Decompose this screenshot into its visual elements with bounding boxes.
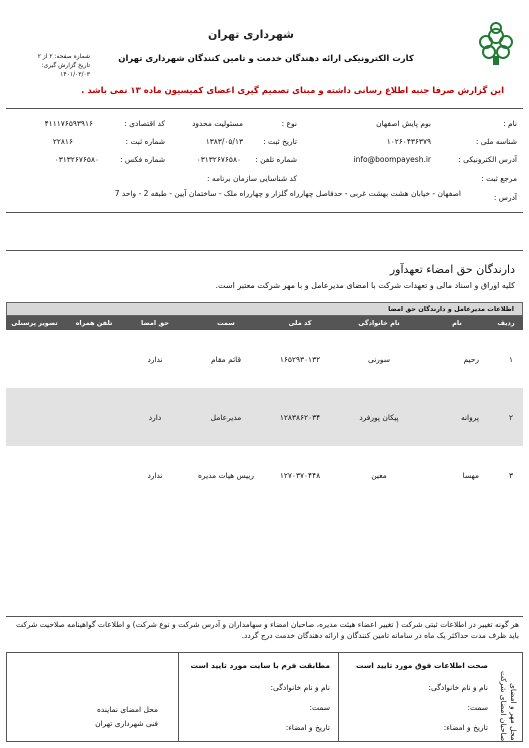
- cell-signing-right: ندارد: [147, 354, 163, 364]
- document-page: [6, 4, 523, 744]
- signatories-title: دارندگان حق امضاء تعهدآور: [389, 263, 515, 276]
- fax-label: شماره فکس :: [119, 155, 165, 164]
- national-id-label: شناسه ملی :: [475, 137, 517, 146]
- name-value: بوم پایش اصفهان: [376, 119, 431, 128]
- rep-label-2: فنی شهرداری تهران: [95, 719, 158, 728]
- name-label: نام :: [503, 119, 517, 128]
- change-notice: هر گونه تغییر در اطلاعات ثبتی شرکت ( تغییر اعضاء هیئت مدیره، صاحبان امضاء و سهامداران و آدرس شرکت و نوع شرکت) و اطلاعات گواهینامه صلاحیت شرکت باید ظرف مدت حداکثر یک ماه در سامانه تامین کنندگان و ارائه دهندگان خدمت درج گردد.: [6, 616, 523, 650]
- email-value: info@boompayesh.ir: [353, 155, 431, 164]
- cell-photo: [6, 330, 63, 388]
- confirm-position-label: سمت:: [467, 703, 488, 712]
- phone-label: شماره تلفن :: [255, 155, 297, 164]
- tehran-municipality-logo-icon: [475, 20, 517, 66]
- program-code-label: کد شناسایی سازمان برنامه :: [207, 174, 297, 183]
- blank-section: [6, 212, 523, 250]
- cell-last-name: معین: [371, 470, 387, 480]
- cell-position: قائم مقام: [210, 354, 242, 364]
- cell-photo: [6, 388, 63, 446]
- header: [6, 4, 523, 84]
- phone-value: ۰۳۱۳۲۶۷۶۵۸۰: [196, 155, 241, 164]
- type-value: مسئولیت محدود: [192, 119, 243, 128]
- match-title: مطابقت فرم با سایت مورد تایید است: [190, 661, 330, 670]
- cell-mobile: [63, 388, 125, 446]
- cell-position: مدیرعامل: [185, 388, 267, 446]
- signatories-subtitle: کلیه اوراق و اسناد مالی و تعهدات شرکت با امضای مدیرعامل و با مهر شرکت معتبر است.: [215, 281, 515, 290]
- col-header-first-name: نام: [425, 316, 489, 330]
- cell-mobile: [63, 446, 125, 504]
- cell-index: ۳: [508, 470, 513, 480]
- table-row: [6, 388, 523, 446]
- reg-no-value: ۲۲۸۱۶: [52, 137, 73, 146]
- page-value: ۲ از ۲: [37, 53, 53, 60]
- cell-index: ۲: [489, 388, 523, 446]
- confirm-date-label: تاریخ و امضاء:: [443, 723, 488, 732]
- reg-date-value: ۱۳۸۳/۰۵/۱۳: [205, 137, 243, 146]
- form-match-col: [178, 653, 338, 741]
- cell-first-name: مهسا: [462, 470, 479, 480]
- fax-value: ۰۳۱۳۲۶۷۶۵۸۰: [54, 155, 99, 164]
- company-stamp-area: [496, 653, 522, 741]
- match-position-label: سمت:: [309, 703, 330, 712]
- econ-label: کد اقتصادی :: [124, 119, 165, 128]
- col-header-photo: تصویر پرسنلی: [6, 316, 63, 330]
- company-confirmation-col: [338, 653, 496, 741]
- cell-last-name: سورنی: [367, 354, 391, 364]
- reg-date-label: تاریخ ثبت :: [263, 137, 297, 146]
- cell-national-id: ۱۲۷۰۳۷۰۴۴۸: [279, 470, 321, 480]
- col-header-national-id: کد ملی: [267, 316, 333, 330]
- signatories-table: [6, 316, 523, 504]
- cell-position: رییس هیات مدیره: [198, 470, 254, 480]
- signature-footer: [6, 652, 523, 742]
- cell-national-id: ۱۶۵۲۹۳۰۱۳۲: [279, 354, 321, 364]
- table-row: [6, 330, 523, 388]
- confirm-title: صحت اطلاعات فوق مورد تایید است: [355, 661, 488, 670]
- type-label: نوع :: [281, 119, 297, 128]
- col-header-mobile: تلفن همراه: [63, 316, 125, 330]
- national-id-value: ۱۰۲۶۰۴۳۶۳۷۹: [386, 137, 431, 146]
- cell-signing-right: ندارد: [147, 470, 163, 480]
- date-value: ۱۴۰۱/۰۳/۰۳: [60, 71, 90, 78]
- address-label: آدرس :: [493, 193, 517, 202]
- col-header-index: ردیف: [489, 316, 523, 330]
- report-meta: [10, 52, 90, 79]
- table-row: [6, 446, 523, 504]
- email-label: آدرس الکترونیکی :: [458, 155, 517, 164]
- confirm-name-label: نام و نام خانوادگی:: [428, 683, 488, 692]
- cell-national-id: ۱۲۸۳۸۶۲۰۳۴: [267, 388, 333, 446]
- cell-signing-right: دارد: [125, 388, 185, 446]
- representative-col: [7, 653, 178, 741]
- col-header-position: سمت: [185, 316, 267, 330]
- page-label: شماره صفحه:: [54, 53, 90, 60]
- address-value: اصفهان - خیابان هشت بهشت غربی - حدفاصل چهارراه گلزار و چهارراه ملک - ساختمان آیین - طبقه 2 - واحد 7: [114, 189, 461, 198]
- cell-mobile: [63, 330, 125, 388]
- cell-photo: [6, 446, 63, 504]
- econ-value: ۴۱۱۱۷۶۵۹۳۹۱۶: [44, 119, 93, 128]
- date-label: تاریخ گزارش گیری:: [41, 62, 90, 69]
- disclaimer-note: این گزارش صرفا جنبه اطلاع رسانی داشته و مبنای تصمیم گیری اعضای کمیسیون ماده ۱۳ نمی باشد .: [81, 86, 504, 96]
- match-date-label: تاریخ و امضاء:: [285, 723, 330, 732]
- authority-label: مرجع ثبت :: [481, 174, 517, 183]
- match-name-label: نام و نام خانوادگی:: [270, 683, 330, 692]
- company-info: [6, 108, 523, 212]
- col-header-signing-right: حق امضا: [125, 316, 185, 330]
- cell-index: ۱: [508, 354, 513, 364]
- municipality-title: شهرداری تهران: [208, 28, 294, 41]
- table-header-row: [6, 316, 523, 330]
- cell-first-name: رحیم: [463, 354, 479, 364]
- signatories-table-section: [6, 302, 523, 522]
- reg-no-label: شماره ثبت :: [125, 137, 165, 146]
- stamp-label: محل مهر و امضای صاحبان امضای شرکت: [499, 670, 518, 741]
- cell-last-name: پیکان پورفرد: [333, 388, 425, 446]
- signatories-heading: [6, 250, 523, 302]
- card-title: کارت الکترونیکی ارائه دهندگان خدمت و تامین کنندگان شهرداری تهران: [118, 54, 414, 64]
- cell-first-name: پروانه: [425, 388, 489, 446]
- table-caption: اطلاعات مدیرعامل و دارندگان حق امضا: [6, 302, 523, 316]
- rep-label-1: محل امضای نماینده: [97, 705, 158, 714]
- col-header-last-name: نام خانوادگی: [333, 316, 425, 330]
